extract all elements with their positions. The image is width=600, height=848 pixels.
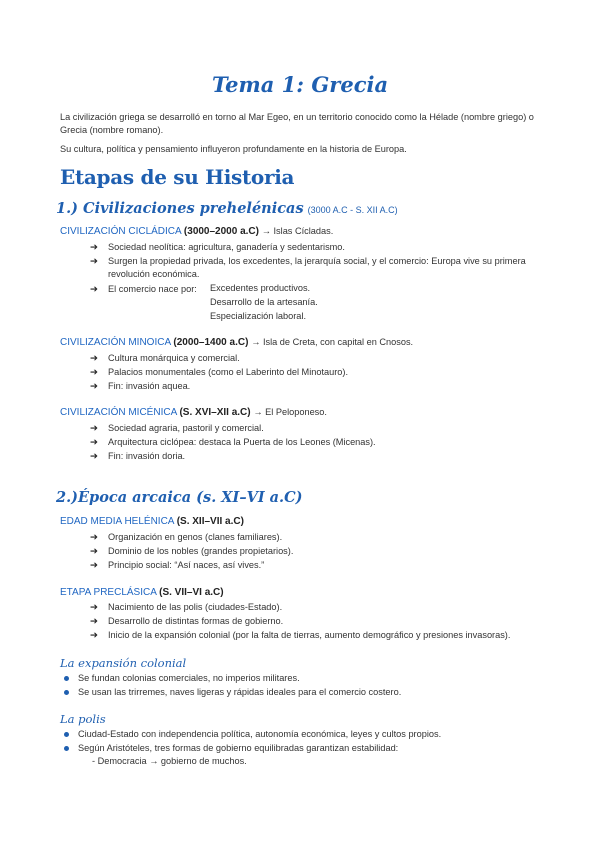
list-item — [64, 672, 554, 685]
document-title: Tema 1: Grecia — [211, 72, 389, 97]
list-item-text: Surgen la propiedad privada, los excedentes, la jerarquía social, y el comercio: Europa vive su primera revolución económica. — [108, 256, 526, 279]
arrow-bullet-icon: ➔ — [90, 437, 98, 448]
list-item-text: Dominio de los nobles (grandes propietarios). — [108, 546, 294, 556]
list-item — [90, 380, 550, 393]
intro-paragraph-1: La civilización griega se desarrolló en torno al Mar Egeo, en un territorio conocido como la Hélade (nombre griego) o Grecia (nombre romano). — [60, 112, 534, 135]
list-item-text: Palacios monumentales (como el Laberinto del Minotauro). — [108, 367, 349, 377]
intro-paragraph-2: Su cultura, política y pensamiento influyeron profundamente en la historia de Europa. — [60, 144, 407, 154]
bullet-dot-icon — [64, 676, 69, 681]
ciclades-dates: (3000–2000 a.C) — [183, 226, 259, 237]
dash-bullet-icon: - — [92, 756, 96, 766]
heading-part1 — [56, 200, 398, 217]
ciclades-name: CIVILIZACIÓN CICLÁDICA — [60, 226, 182, 237]
arrow-bullet-icon: ➔ — [90, 546, 98, 557]
heading-part2: 2.)Época arcaica (s. XI–VI a.C) — [56, 489, 303, 506]
arrow-bullet-icon: ➔ — [90, 423, 98, 434]
arrow-bullet-icon: ➔ — [90, 381, 98, 392]
minoica-location: → Isla de Creta, con capital en Cnosos. — [251, 337, 414, 347]
list-item — [90, 366, 550, 379]
arrow-bullet-icon: ➔ — [90, 242, 98, 253]
arrow-bullet-icon: ➔ — [90, 560, 98, 571]
list-item — [90, 283, 550, 296]
section-ciclades — [60, 226, 333, 237]
minoica-dates: (2000–1400 a.C) — [173, 337, 249, 348]
list-item-text: Se fundan colonias comerciales, no imperios militares. — [78, 673, 300, 683]
preclasica-dates: (S. VII–VI a.C) — [159, 587, 224, 598]
list-item-text: Se usan las trirremes, naves ligeras y rápidas ideales para el comercio costero. — [78, 687, 402, 697]
section-edad-media — [60, 516, 244, 527]
list-item-text: Sociedad agraria, pastoril y comercial. — [108, 423, 264, 433]
edad-media-dates: (S. XII–VII a.C) — [176, 516, 244, 527]
micenica-name: CIVILIZACIÓN MICÉNICA — [60, 407, 177, 418]
arrow-bullet-icon: ➔ — [90, 367, 98, 378]
list-item-text: Inicio de la expansión colonial (por la falta de tierras, aumento demográfico y presiones invasoras). — [108, 630, 511, 640]
edad-media-name: EDAD MEDIA HELÉNICA — [60, 516, 174, 527]
trade-cause: Desarrollo de la artesanía. — [210, 297, 318, 307]
list-item-text: Ciudad-Estado con independencia política, autonomía económica, leyes y cultos propios. — [78, 729, 442, 739]
list-item — [90, 422, 550, 435]
list-item-text: Organización en genos (clanes familiares). — [108, 532, 283, 542]
list-item-text: El comercio nace por: — [108, 284, 197, 294]
micenica-dates: (S. XVI–XII a.C) — [179, 407, 251, 418]
sub-list-item — [92, 756, 247, 766]
list-item-text: Según Aristóteles, tres formas de gobierno equilibradas garantizan estabilidad: — [78, 743, 399, 753]
section-preclasica — [60, 587, 224, 598]
list-item — [64, 742, 554, 755]
arrow-bullet-icon: ➔ — [90, 602, 98, 613]
list-item — [90, 601, 550, 614]
section-micenica — [60, 407, 327, 418]
minoica-name: CIVILIZACIÓN MINOICA — [60, 337, 171, 348]
heading-etapas: Etapas de su Historia — [60, 165, 295, 189]
section-minoica — [60, 337, 413, 348]
trade-cause: Excedentes productivos. — [210, 283, 311, 293]
sub-list-item-text: Democracia → gobierno de muchos. — [97, 756, 247, 766]
list-item-text: Fin: invasión doria. — [108, 451, 186, 461]
arrow-bullet-icon: ➔ — [90, 616, 98, 627]
bullet-dot-icon — [64, 690, 69, 695]
micenica-location: → El Peloponeso. — [253, 407, 327, 417]
list-item-text: Nacimiento de las polis (ciudades-Estado). — [108, 602, 283, 612]
arrow-bullet-icon: ➔ — [90, 353, 98, 364]
list-item — [90, 352, 550, 365]
list-item-text: Fin: invasión aquea. — [108, 381, 191, 391]
list-item-text: Principio social: “Así naces, así vives.” — [108, 560, 265, 570]
heading-polis: La polis — [60, 712, 106, 726]
arrow-bullet-icon: ➔ — [90, 284, 98, 295]
list-item — [90, 255, 550, 281]
bullet-dot-icon — [64, 746, 69, 751]
part1-title: 1.) Civilizaciones prehelénicas — [56, 200, 304, 217]
part1-dates: (3000 A.C - S. XII A.C) — [307, 205, 398, 215]
list-item — [64, 686, 554, 699]
arrow-bullet-icon: ➔ — [90, 532, 98, 543]
ciclades-location: → Islas Cícladas. — [261, 226, 334, 236]
list-item — [90, 450, 550, 463]
list-item-text: Sociedad neolítica: agricultura, ganadería y sedentarismo. — [108, 242, 345, 252]
arrow-bullet-icon: ➔ — [90, 256, 98, 267]
list-item — [90, 531, 550, 544]
list-item — [90, 629, 550, 642]
list-item-text: Desarrollo de distintas formas de gobierno. — [108, 616, 284, 626]
preclasica-name: ETAPA PRECLÁSICA — [60, 587, 157, 598]
trade-cause: Especialización laboral. — [210, 311, 307, 321]
arrow-bullet-icon: ➔ — [90, 630, 98, 641]
list-item-text: Cultura monárquica y comercial. — [108, 353, 240, 363]
bullet-dot-icon — [64, 732, 69, 737]
list-item — [90, 615, 550, 628]
list-item — [64, 728, 554, 741]
list-item — [90, 241, 550, 254]
list-item-text: Arquitectura ciclópea: destaca la Puerta de los Leones (Micenas). — [108, 437, 376, 447]
list-item — [90, 545, 550, 558]
heading-expansion: La expansión colonial — [60, 656, 187, 670]
arrow-bullet-icon: ➔ — [90, 451, 98, 462]
list-item — [90, 436, 550, 449]
list-item — [90, 559, 550, 572]
